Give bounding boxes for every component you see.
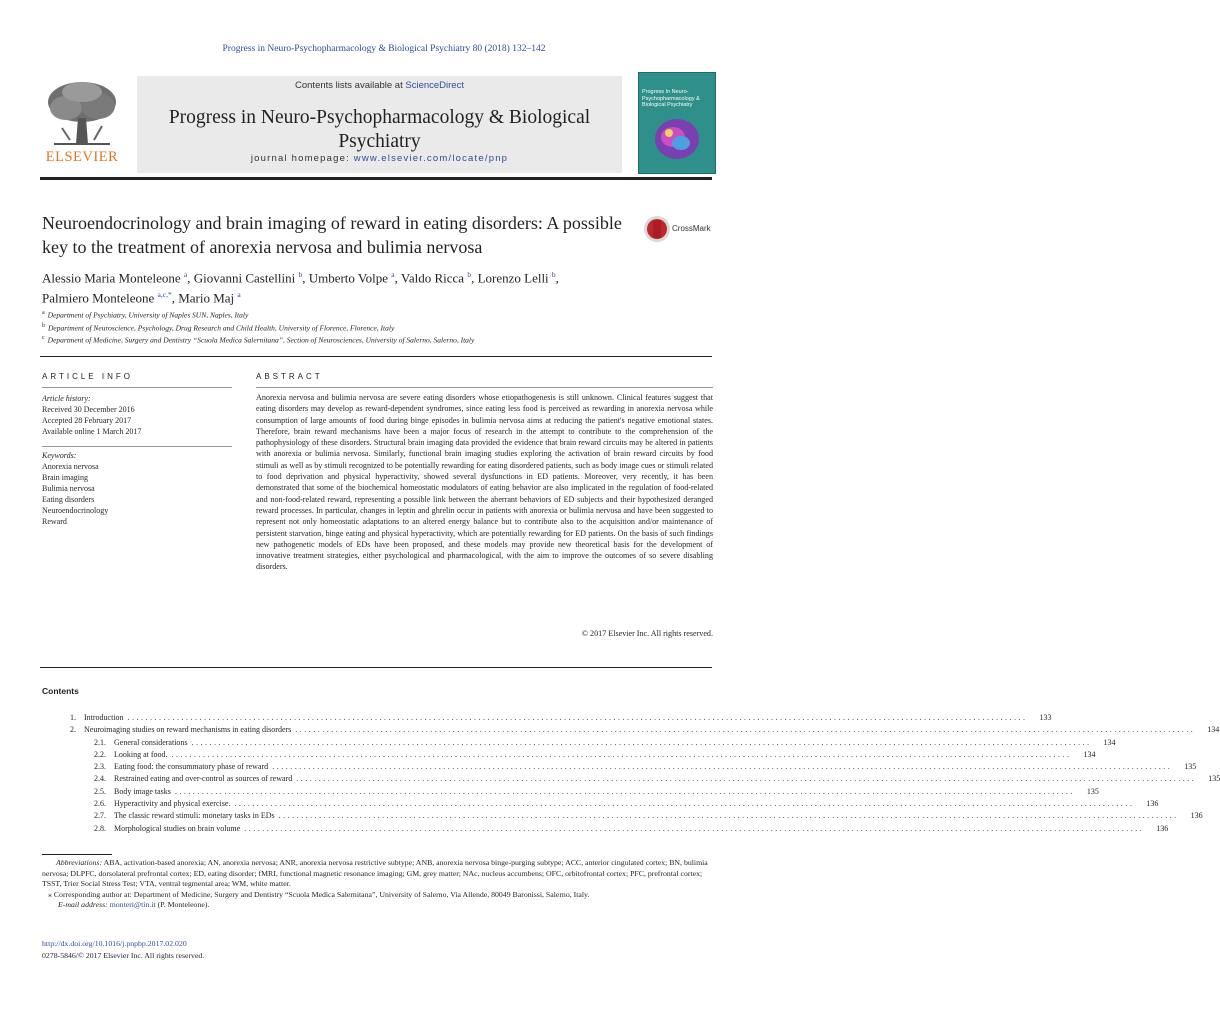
toc-page-number: 134 [1083,749,1096,759]
author-separator: , [302,270,309,286]
article-history-label: Article history: [42,394,91,403]
accepted-date: Accepted 28 February 2017 [42,416,132,425]
author-affiliation-mark[interactable]: a [183,270,188,279]
author-affiliation-mark[interactable]: a,c,* [157,290,172,300]
affiliation-mark: b [42,322,45,329]
sciencedirect-link[interactable]: ScienceDirect [405,80,464,91]
contents-available-text: Contents lists available at [295,80,406,91]
toc-leader-dots: ........................................................................................................................................................................................................ [272,762,1173,772]
toc-page-number: 135 [1184,762,1197,772]
toc-leader-dots: ........................................................................................................................................................................................................ [191,737,1092,747]
article-info-rule [42,387,232,388]
toc-row[interactable] [42,724,1220,736]
toc-number: 2.8. [94,823,106,833]
crossmark-icon[interactable] [642,214,672,244]
toc-number: 1. [70,713,76,722]
toc-entry-title[interactable]: Hyperactivity and physical exercise. [114,799,231,809]
toc-leader-dots: ........................................................................................................................................................................................................ [127,713,1028,722]
author-affiliation-mark[interactable]: b [467,270,472,279]
author-separator: , [171,290,179,306]
affiliation-list [42,308,712,346]
journal-title: Progress in Neuro-Psychopharmacology & Biological Psychiatry [168,107,591,152]
journal-homepage [137,153,622,164]
article-info-heading: ARTICLE INFO [42,372,133,381]
abstract-copyright: © 2017 Elsevier Inc. All rights reserved. [581,629,713,638]
abstract-text: Anorexia nervosa and bulimia nervosa are severe eating disorders whose etiopathogenesis is still unknown. Clinical features suggest that eating disorders may develop as reward-dependent syndromes, since eating less food is perceived as rewarding in anorexia nervosa while consumption of large amounts of food during binge episodes in bulimia nervosa aims at reducing the patient's negative emotional states. Therefore, brain reward mechanisms have been a major focus of research in the attempt to contribute to the comprehension of the pathophysiology of these disorders. Structural brain imaging data provided the evidence that brain reward circuits may be altered in patients with anorexia or bulimia nervosa. Similarly, functional brain imaging studies exploring the activation of brain reward circuits by food stimuli as well as by stimuli recognized to be potentially rewarding for eating disordered patients, such as body image cues or stimuli related to food deprivation and physical hyperactivity, showed several dysfunctions in ED patients. Moreover, very recently, it has been demonstrated that some of the biochemical homeostatic modulators of eating behavior are also implicated in the regulation of food-related and non-food-related reward, representing a possible link between the aberrant behaviors of ED subjects and their hypothesized deranged reward processes. In particular, changes in leptin and ghrelin occur in patients with anorexia or bulimia nervosa and have been suggested to represent not only homeostatic adaptations to an altered energy balance but to contribute also to the acquisition and/or maintenance of persistent starvation, binge eating and physical hyperactivity, which are potentially rewarding for ED patients. On the basis of such findings new pathogenetic models of EDs have been proposed, and these models may provide new theoretical basis for the development of innovative treatment strategies, either psychological and pharmacological, with the aim to improve the outcomes of so severe disabling disorders. [256,393,713,572]
toc-leader-dots: ........................................................................................................................................................................................................ [296,774,1197,784]
keyword-item: Brain imaging [42,473,88,482]
journal-citation[interactable]: Progress in Neuro-Psychopharmacology & Biological Psychiatry 80 (2018) 132–142 [222,44,546,54]
keyword-list [42,461,232,527]
corresponding-author: ⁎ Corresponding author at: Department of Medicine, Surgery and Dentistry “Scuola Medica Salernitana”, University of Salerno, Via Allende, 80049 Baronissi, Salerno, Italy. [48,889,590,899]
homepage-label: journal homepage: [250,153,354,164]
toc-leader-dots: ........................................................................................................................................................................................................ [174,786,1075,796]
keyword-item: Neuroendocrinology [42,506,109,515]
keyword-item: Eating disorders [42,495,95,504]
cover-title: Progress In Neuro-Psychopharmacology & Biological Psychiatry [642,89,700,108]
author-name[interactable]: Alessio Maria Monteleone [42,270,184,286]
abbreviations-label: Abbreviations: [56,858,103,867]
abstract-heading: ABSTRACT [256,372,323,381]
elsevier-wordmark: ELSEVIER [45,149,119,165]
email-line [42,900,714,911]
author-separator: , [555,270,559,286]
toc-number: 2. [70,725,76,735]
email-owner: (P. Monteleone). [155,900,210,910]
toc-number: 2.4. [94,774,106,784]
toc-row[interactable] [42,798,1159,810]
table-of-contents [42,712,1220,835]
crossmark-label[interactable]: CrossMark [672,224,711,233]
author-separator: , [394,270,401,286]
toc-leader-dots: ........................................................................................................................................................................................................ [244,823,1145,833]
cover-brain-art [649,111,705,167]
author-name[interactable]: Mario Maj [178,290,238,306]
affiliation-item [42,321,712,334]
header-divider [40,177,712,180]
toc-entry-title[interactable]: Morphological studies on brain volume [114,823,241,833]
toc-leader-dots: ........................................................................................................................................................................................................ [171,749,1072,759]
toc-row[interactable] [42,823,1169,835]
author-affiliation-mark[interactable]: b [298,270,303,279]
contents-heading: Contents [42,686,79,696]
toc-leader-dots: ........................................................................................................................................................................................................ [278,811,1179,821]
toc-entry-title[interactable]: General considerations [114,737,188,747]
author-name[interactable]: Palmiero Monteleone [42,290,158,306]
toc-entry-title[interactable]: The classic reward stimuli: monetary tasks in EDs [114,811,275,821]
keyword-item: Anorexia nervosa [42,462,99,471]
issn-line: 0278-5846/© 2017 Elsevier Inc. All rights reserved. [42,951,205,960]
affiliation-mark: c [42,335,45,341]
author-affiliation-mark[interactable]: a [237,290,241,300]
author-affiliation-mark[interactable]: b [551,270,556,279]
footnotes [42,858,714,911]
footnote-rule [42,854,112,855]
keywords-label: Keywords: [42,451,77,460]
author-name[interactable]: Giovanni Castellini [193,270,299,286]
toc-page-number: 136 [1146,799,1159,809]
article-title: Neuroendocrinology and brain imaging of reward in eating disorders: A possible key to the treatment of anorexia nervosa and bulimia nervosa [42,213,622,257]
keyword-item: Reward [42,517,67,526]
keywords-rule [42,446,232,447]
toc-row[interactable] [42,786,1099,798]
received-date: Received 30 December 2016 [42,405,135,414]
toc-entry-title[interactable]: Eating food: the consummatory phase of reward [114,762,269,772]
toc-number: 2.1. [94,737,106,747]
toc-page-number: 134 [1207,725,1220,735]
keywords-block [42,450,232,527]
toc-entry-title[interactable]: Introduction [84,713,124,722]
affiliation-mark: a [42,310,45,316]
toc-leader-dots: ........................................................................................................................................................................................................ [234,799,1135,809]
abbreviations-text: ABA, activation-based anorexia; AN, anorexia nervosa; ANR, anorexia nervosa restrictive subtype; ANB, anorexia nervosa binge-purging subtype; ACC, anterior cingulated cortex; BN, bulimia nervosa; DLPFC, dorsolateral prefrontal cortex; ED, eating disorder; fMRI, functional magnetic resonance imaging; GM, grey matter; NAc, nucleus accumbens; OFC, orbitofrontal cortex; PFC, prefrontal cortex; TSST, Trier Social Stress Test; VTA, ventral tegmental area; WM, white matter. [42,858,708,889]
toc-number: 2.7. [94,811,106,821]
author-name[interactable]: Valdo Ricca [400,270,468,286]
author-name[interactable]: Umberto Volpe [308,270,392,286]
keyword-item: Bulimia nervosa [42,484,95,493]
author-affiliation-mark[interactable]: a [391,270,395,279]
toc-row[interactable] [42,761,1197,773]
toc-number: 2.3. [94,762,106,772]
affiliation-divider [40,356,712,357]
toc-number: 2.6. [94,799,106,809]
toc-page-number: 135 [1086,786,1099,796]
toc-entry-title[interactable]: Body image tasks [114,786,171,796]
journal-cover-image[interactable] [638,72,716,174]
online-date: Available online 1 March 2017 [42,427,142,436]
author-name[interactable]: Lorenzo Lelli [477,270,552,286]
contents-available-line [137,80,622,91]
affiliation-text: Department of Medicine, Surgery and Dentistry “Scuola Medica Salernitana”, Section of Neurosciences, University of Salerno, Salerno, Italy [47,335,475,345]
toc-leader-dots: ........................................................................................................................................................................................................ [295,725,1196,735]
toc-page-number: 136 [1156,823,1169,833]
toc-page-number: 136 [1190,811,1203,821]
toc-row[interactable] [42,810,1203,822]
toc-number: 2.5. [94,786,106,796]
toc-page-number: 133 [1039,713,1052,722]
affiliation-text: Department of Psychiatry, University of Naples SUN, Naples, Italy [47,310,249,320]
author-list [42,266,682,307]
toc-entry-title[interactable]: Neuroimaging studies on reward mechanisms in eating disorders [84,725,292,735]
toc-entry-title[interactable]: Restrained eating and over-control as sources of reward [114,774,293,784]
toc-row[interactable] [42,712,1052,724]
contents-divider [40,667,712,668]
email-label: E-mail address: [58,900,108,910]
email-link[interactable]: monteri@tin.it [109,900,156,910]
abstract-rule [256,387,713,388]
toc-row[interactable] [42,737,1116,749]
toc-page-number: 134 [1103,737,1116,747]
author-separator: , [471,270,478,286]
toc-row[interactable] [42,773,1220,785]
toc-entry-title[interactable]: Looking at food. [114,749,168,759]
author-separator: , [187,270,194,286]
toc-number: 2.2. [94,749,106,759]
article-history [42,393,232,437]
affiliation-text: Department of Neuroscience, Psychology, Drug Research and Child Health, University of Florence, Florence, Italy [48,323,395,332]
affiliation-item [42,308,712,321]
affiliation-item [42,333,712,346]
toc-row[interactable] [42,749,1096,761]
homepage-link[interactable]: www.elsevier.com/locate/pnp [353,153,509,164]
doi-link[interactable]: http://dx.doi.org/10.1016/j.pnpbp.2017.02.020 [42,939,187,948]
toc-page-number: 135 [1208,774,1220,784]
